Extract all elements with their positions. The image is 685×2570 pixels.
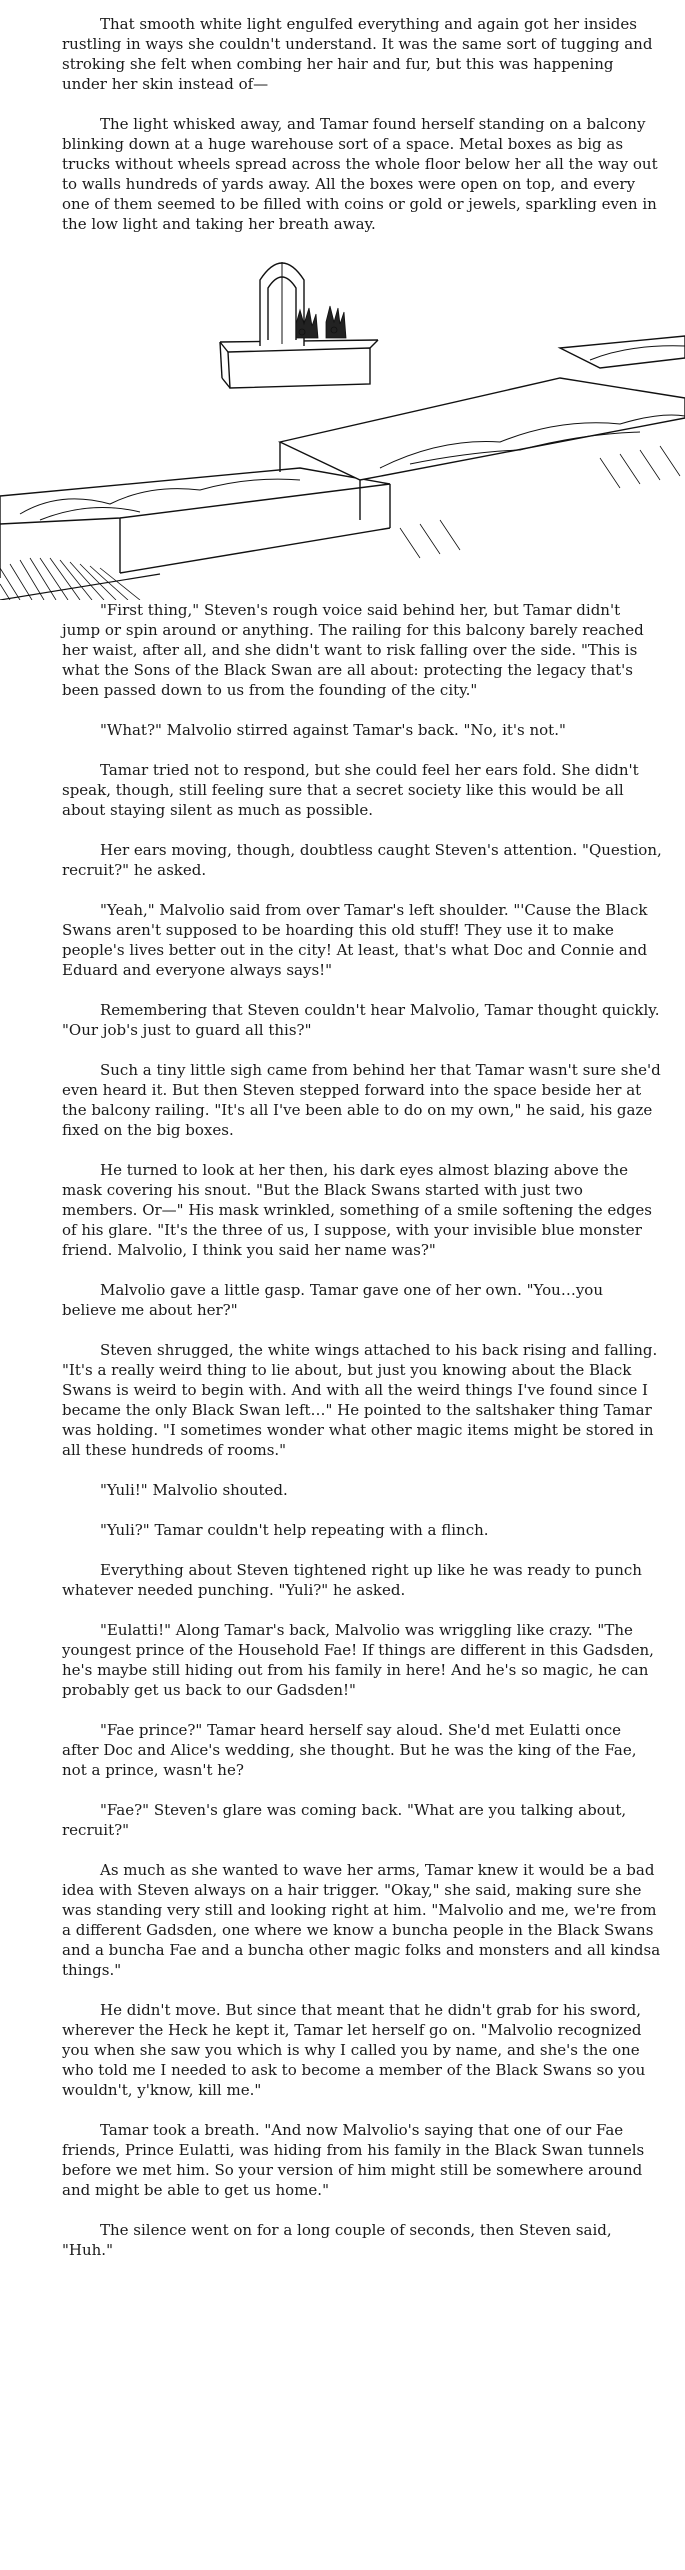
pedestal-drawing bbox=[220, 262, 378, 388]
paragraph: Such a tiny little sigh came from behind her that Tamar wasn't sure she'd even heard it. But then Steven stepped forward into the space beside her at the balcony railing. "It's all I've been able to do on my own," he said, his gaze fixed on the big boxes. bbox=[62, 1061, 661, 1139]
paragraph: As much as she wanted to wave her arms, Tamar knew it would be a bad idea with Steven always on a hair trigger. "Okay," she said, making sure she was standing very still and looking right at him. "Malvolio and me, we're from a different Gadsden, one where we know a buncha people in the Black Swans and a buncha Fae and a buncha other magic folks and monsters and all kindsa things." bbox=[62, 1861, 661, 1979]
paragraph: "First thing," Steven's rough voice said behind her, but Tamar didn't jump or spin around or anything. The railing for this balcony barely reached her waist, after all, and she didn't want to risk falling over the side. "This is what the Sons of the Black Swan are all about: protecting the legacy that's been passed down to us from the founding of the city." bbox=[62, 601, 644, 699]
story-text-main bbox=[62, 600, 662, 2260]
paragraph: He didn't move. But since that meant that he didn't grab for his sword, wherever the Heck he kept it, Tamar let herself go on. "Malvolio recognized you when she saw you which is why I called you by name, and she's the one who told me I needed to ask to become a member of the Black Swans so you wouldn't, y'know, kill me." bbox=[62, 2001, 646, 2099]
paragraph: Her ears moving, though, doubtless caught Steven's attention. "Question, recruit?" he asked. bbox=[62, 841, 662, 879]
paragraph: Malvolio gave a little gasp. Tamar gave one of her own. "You…you believe me about her?" bbox=[62, 1281, 603, 1319]
paragraph: He turned to look at her then, his dark eyes almost blazing above the mask covering his snout. "But the Black Swans started with just two members. Or—" His mask wrinkled, something of a smile softening the edges of his glare. "It's the three of us, I suppose, with your invisible blue monster friend. Malvolio, I think you said her name was?" bbox=[62, 1161, 653, 1259]
paragraph: Remembering that Steven couldn't hear Malvolio, Tamar thought quickly. "Our job's just to guard all this?" bbox=[62, 1001, 660, 1039]
paragraph: Everything about Steven tightened right up like he was ready to punch whatever needed punching. "Yuli?" he asked. bbox=[62, 1561, 642, 1599]
paragraph: "Yeah," Malvolio said from over Tamar's left shoulder. "'Cause the Black Swans aren't supposed to be hoarding this old stuff! They use it to make people's lives better out in the city! At least, that's what Doc and Connie and Eduard and everyone always says!" bbox=[62, 901, 648, 979]
paragraph: "Eulatti!" Along Tamar's back, Malvolio was wriggling like crazy. "The youngest prince of the Household Fae! If things are different in this Gadsden, he's maybe still hiding out from his family in here! And he's so magic, he can probably get us back to our Gadsden!" bbox=[62, 1621, 654, 1699]
paragraph: Tamar tried not to respond, but she could feel her ears fold. She didn't speak, though, still feeling sure that a secret society like this would be all about staying silent as much as possible. bbox=[62, 761, 639, 819]
paragraph: "What?" Malvolio stirred against Tamar's back. "No, it's not." bbox=[100, 721, 566, 739]
story-text-top bbox=[62, 14, 662, 234]
paragraph: The silence went on for a long couple of seconds, then Steven said, "Huh." bbox=[62, 2221, 612, 2259]
paragraph: Tamar took a breath. "And now Malvolio's saying that one of our Fae friends, Prince Eulatti, was hiding from his family in the Black Swan tunnels before we met him. So your version of him might still be somewhere around and might be able to get us home." bbox=[62, 2121, 645, 2199]
paragraph: Steven shrugged, the white wings attached to his back rising and falling. "It's a really weird thing to lie about, but just you knowing about the Black Swans is weird to begin with. And with all the weird things I've found since I became the only Black Swan left…" He pointed to the saltshaker thing Tamar was holding. "I sometimes wonder what other magic items might be stored in all these hundreds of rooms." bbox=[62, 1341, 658, 1459]
paragraph: That smooth white light engulfed everything and again got her insides rustling in ways she couldn't understand. It was the same sort of tugging and stroking she felt when combing her hair and fur, but this was happening under her skin instead of— bbox=[62, 15, 653, 93]
paragraph: The light whisked away, and Tamar found herself standing on a balcony blinking down at a huge warehouse sort of a space. Metal boxes as big as trucks without wheels spread across the whole floor below her all the way out to walls hundreds of yards away. All the boxes were open on top, and every one of them seemed to be filled with coins or gold or jewels, sparkling even in the low light and taking her breath away. bbox=[62, 115, 658, 233]
paragraph: "Yuli!" Malvolio shouted. bbox=[100, 1481, 288, 1499]
warehouse-illustration bbox=[0, 228, 685, 600]
paragraph: "Fae prince?" Tamar heard herself say aloud. She'd met Eulatti once after Doc and Alice's wedding, she thought. But he was the king of the Fae, not a prince, wasn't he? bbox=[62, 1721, 637, 1779]
paragraph: "Yuli?" Tamar couldn't help repeating with a flinch. bbox=[100, 1521, 489, 1539]
paragraph: "Fae?" Steven's glare was coming back. "What are you talking about, recruit?" bbox=[62, 1801, 627, 1839]
